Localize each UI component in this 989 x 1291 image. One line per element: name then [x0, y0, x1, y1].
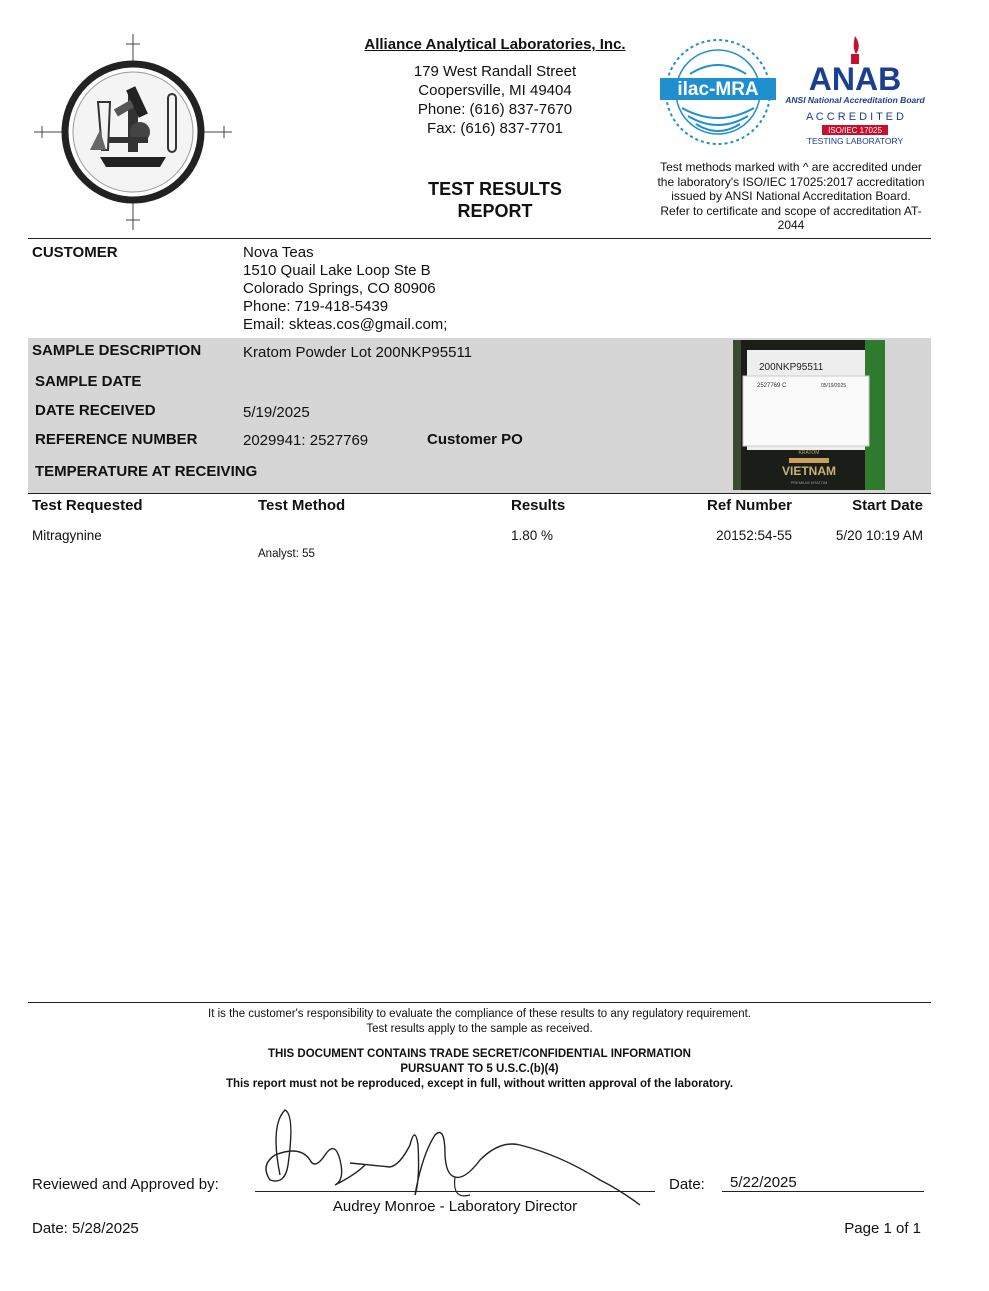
table-top-divider: [28, 493, 931, 494]
customer-line: Email: skteas.cos@gmail.com;: [243, 316, 448, 333]
lab-address: [330, 62, 660, 138]
row-analyst: Analyst: 55: [258, 548, 315, 560]
disclaimer-line: It is the customer's responsibility to evaluate the compliance of these results to any regulatory requirement.: [208, 1008, 751, 1020]
approval-date-value: 5/22/2025: [730, 1174, 797, 1191]
row-test-requested: Mitragynine: [32, 528, 102, 543]
approval-date-label: Date:: [669, 1176, 705, 1193]
customer-info: [243, 244, 447, 334]
header-divider: [28, 238, 931, 239]
sample-description-label: SAMPLE DESCRIPTION: [32, 342, 202, 359]
reference-number-value: 2029941: 2527769: [243, 432, 369, 449]
confidential-notice: [28, 1047, 931, 1092]
row-ref-number: 20152:54-55: [716, 528, 792, 543]
anab-testing-text: TESTING LABORATORY: [806, 136, 904, 146]
customer-line: Nova Teas: [243, 244, 314, 261]
confidential-line: This report must not be reproduced, except in full, without written approval of the laboratory.: [225, 1078, 734, 1090]
photo-lot-label: 200NKP95511: [759, 362, 824, 373]
anab-logo: [780, 36, 930, 148]
photo-tag-id: 2527769 C: [757, 383, 787, 389]
anab-accredited-text: A C C R E D I T E D: [805, 111, 905, 123]
photo-brand-sub: PREMIUM KRATOM: [790, 480, 828, 485]
photo-brand-big: VIETNAM: [782, 464, 836, 478]
footer-divider: [28, 1002, 931, 1003]
reviewed-label: Reviewed and Approved by:: [32, 1176, 219, 1193]
reference-number-label: REFERENCE NUMBER: [35, 431, 198, 448]
row-result: 1.80 %: [511, 528, 554, 543]
col-header-ref-number: Ref Number: [706, 497, 792, 514]
date-line: [722, 1191, 924, 1192]
signature-line: [255, 1191, 655, 1192]
lab-logo: [28, 32, 238, 232]
row-start-date: 5/20 10:19 AM: [835, 528, 923, 543]
report-title-line: REPORT: [457, 201, 533, 221]
report-title-line: TEST RESULTS: [428, 179, 562, 199]
signer-name: Audrey Monroe - Laboratory Director: [332, 1198, 578, 1215]
photo-brand-small: KRATOM: [798, 450, 820, 456]
customer-line: Phone: 719-418-5439: [243, 298, 389, 315]
confidential-line: PURSUANT TO 5 U.S.C.(b)(4): [400, 1063, 559, 1075]
page-number: Page 1 of 1: [844, 1220, 921, 1237]
address-line: Phone: (616) 837-7670: [417, 101, 573, 118]
disclaimer-line: Test results apply to the sample as received.: [366, 1023, 593, 1035]
accreditation-note: Test methods marked with ^ are accredited under the laboratory's ISO/IEC 17025:2017 accreditation issued by ANSI National Accreditation Board. Refer to certificate and scope of accreditation AT-2044: [657, 160, 925, 232]
temperature-label: TEMPERATURE AT RECEIVING: [35, 463, 258, 480]
lab-name: Alliance Analytical Laboratories, Inc.: [364, 36, 626, 53]
sample-photo: [733, 340, 885, 490]
ilac-mra-logo: [660, 36, 776, 148]
col-header-start-date: Start Date: [852, 497, 923, 514]
anab-logo-text: ANAB: [808, 61, 902, 97]
anab-board-text: ANSI National Accreditation Board: [785, 95, 925, 105]
customer-line: 1510 Quail Lake Loop Ste B: [243, 262, 431, 279]
ilac-logo-text: ilac-MRA: [677, 79, 759, 100]
report-title: [380, 178, 610, 222]
date-received-value: 5/19/2025: [243, 404, 310, 421]
address-line: Coopersville, MI 49404: [418, 82, 572, 99]
col-header-test-method: Test Method: [258, 497, 346, 514]
photo-tag-date: 05/19/2025: [821, 383, 847, 389]
customer-line: Colorado Springs, CO 80906: [243, 280, 436, 297]
customer-po-label: Customer PO: [427, 431, 523, 448]
print-date: Date: 5/28/2025: [32, 1220, 139, 1237]
col-header-results: Results: [511, 497, 566, 514]
sample-description-value: Kratom Powder Lot 200NKP95511: [243, 344, 473, 361]
anab-iso-text: ISO/IEC 17025: [828, 126, 882, 135]
confidential-line: THIS DOCUMENT CONTAINS TRADE SECRET/CONFIDENTIAL INFORMATION: [268, 1048, 691, 1060]
customer-label: CUSTOMER: [32, 244, 118, 261]
col-header-test-requested: Test Requested: [32, 497, 143, 514]
sample-date-label: SAMPLE DATE: [35, 373, 142, 390]
date-received-label: DATE RECEIVED: [35, 402, 156, 419]
address-line: 179 West Randall Street: [413, 63, 577, 80]
disclaimer: [28, 1007, 931, 1037]
address-line: Fax: (616) 837-7701: [427, 120, 563, 137]
